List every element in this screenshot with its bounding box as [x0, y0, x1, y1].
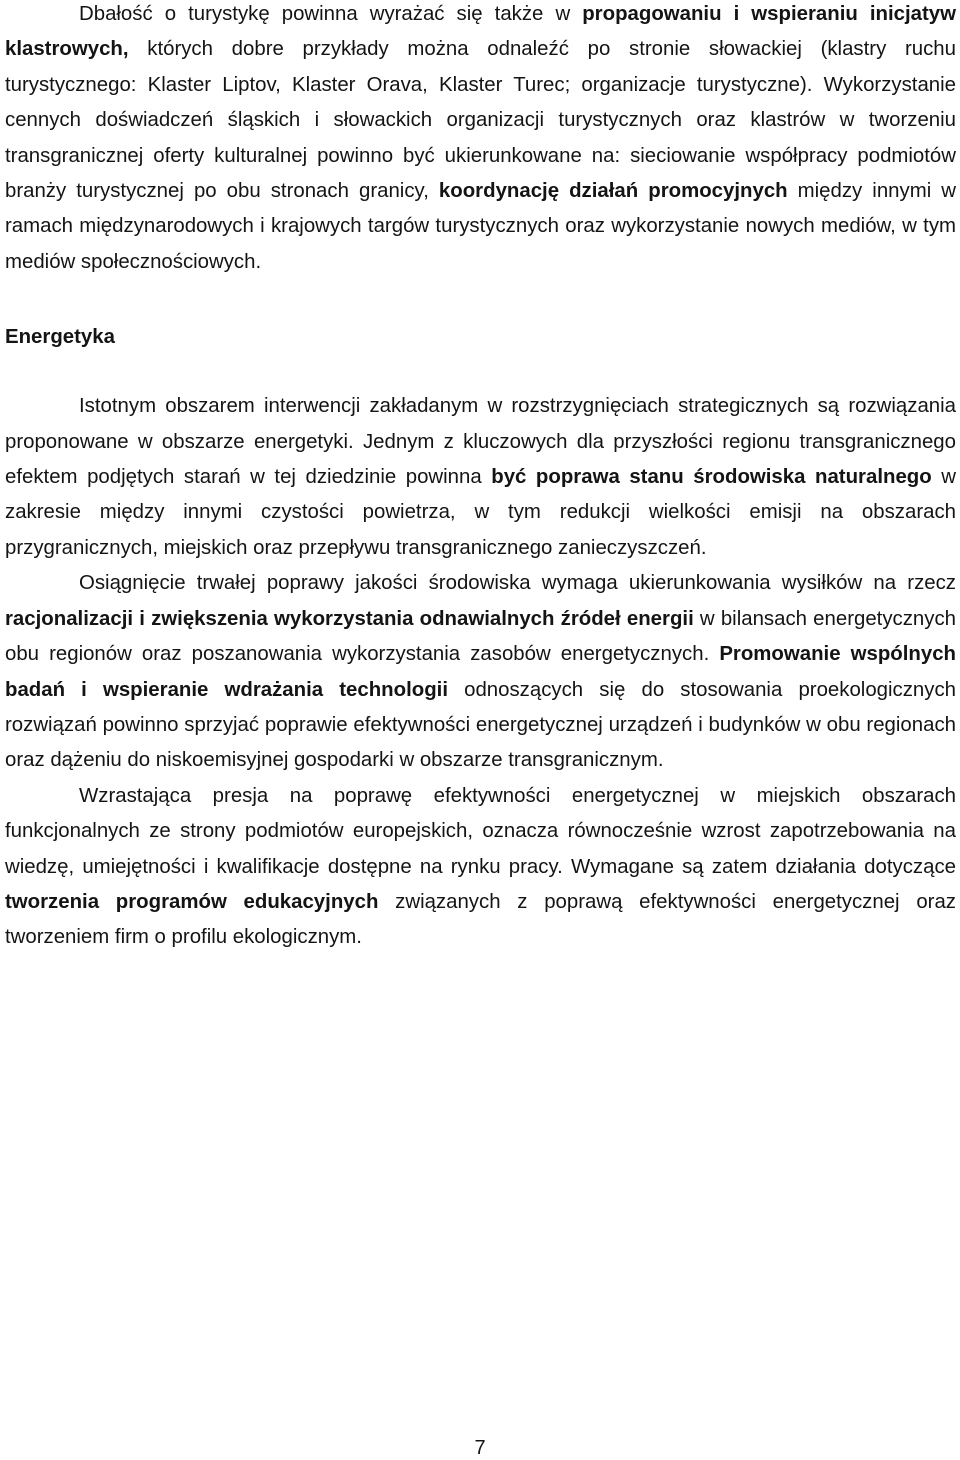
bold-text-run: tworzenia programów edukacyjnych — [5, 890, 379, 913]
text-run: między innymi w ramach międzynarodowych i krajowych targów turystycznych oraz wykorzystanie nowych mediów, w tym mediów społecznościowych. — [5, 180, 956, 273]
text-run: związanych z poprawą efektywności energetycznej oraz tworzeniem firm o profilu ekologicznym. — [5, 890, 956, 949]
bold-text-run: racjonalizacji i zwiększenia wykorzystania odnawialnych źródeł energii — [5, 607, 694, 630]
text-run: których dobre przykłady można odnaleźć po stronie słowackiej (klastry ruchu turystycznego: Klaster Liptov, Klaster Orava, Klaster Turec; organizacje turystyczne). Wykorzystanie cennych doświadczeń śląskich i słowackich organizacji turystycznych oraz klastrów w tworzeniu transgranicznej oferty kulturalnej powinno być ukierunkowane na: sieciowanie współpracy podmiotów branży turystycznej po obu stronach granicy, — [5, 38, 956, 203]
paragraph-energy-efficiency-education — [5, 779, 956, 956]
text-run: w zakresie między innymi czystości powietrza, w tym redukcji wielkości emisji na obszarach przygranicznych, miejskich oraz przepływu transgranicznego zanieczyszczeń. — [5, 466, 956, 559]
bold-text-run: być poprawa stanu środowiska naturalnego — [491, 466, 932, 489]
bold-text-run: propagowaniu i wspieraniu inicjatyw klastrowych, — [5, 3, 956, 61]
paragraph-tourism-clusters — [5, 0, 956, 280]
section-heading-energetyka: Energetyka — [5, 326, 115, 349]
text-run: Istotnym obszarem interwencji zakładanym w rozstrzygnięciach strategicznych są rozwiązania proponowane w obszarze energetyki. Jednym z kluczowych dla przyszłości regionu transgranicznego efektem podjętych starań w tej dziedzinie powinna — [5, 395, 956, 489]
bold-text-run: Promowanie wspólnych badań i wspieranie wdrażania technologii — [5, 643, 956, 701]
page-number: 7 — [474, 1437, 486, 1459]
text-run: Osiągnięcie trwałej poprawy jakości środowiska wymaga ukierunkowania wysiłków na rzecz — [79, 572, 956, 595]
paragraph-energy-intervention — [5, 389, 956, 566]
document-page — [5, 0, 956, 956]
bold-text-run: koordynację działań promocyjnych — [438, 180, 788, 203]
text-run: w bilansach energetycznych obu regionów oraz poszanowania wykorzystania zasobów energetycznych. — [5, 607, 956, 666]
text-run: Wzrastająca presja na poprawę efektywności energetycznej w miejskich obszarach funkcjonalnych ze strony podmiotów europejskich, oznacza równocześnie wzrost zapotrzebowania na wiedzę, umiejętności i kwalifikacje dostępne na rynku pracy. Wymagane są zatem działania dotyczące — [5, 784, 956, 878]
text-run: odnoszących się do stosowania proekologicznych rozwiązań powinno sprzyjać poprawie efektywności energetycznej urządzeń i budynków w obu regionach oraz dążeniu do niskoemisyjnej gospodarki w obszarze transgranicznym. — [5, 678, 956, 772]
text-run: Dbałość o turystykę powinna wyrażać się także w — [79, 3, 583, 25]
paragraph-environment-quality — [5, 566, 956, 778]
